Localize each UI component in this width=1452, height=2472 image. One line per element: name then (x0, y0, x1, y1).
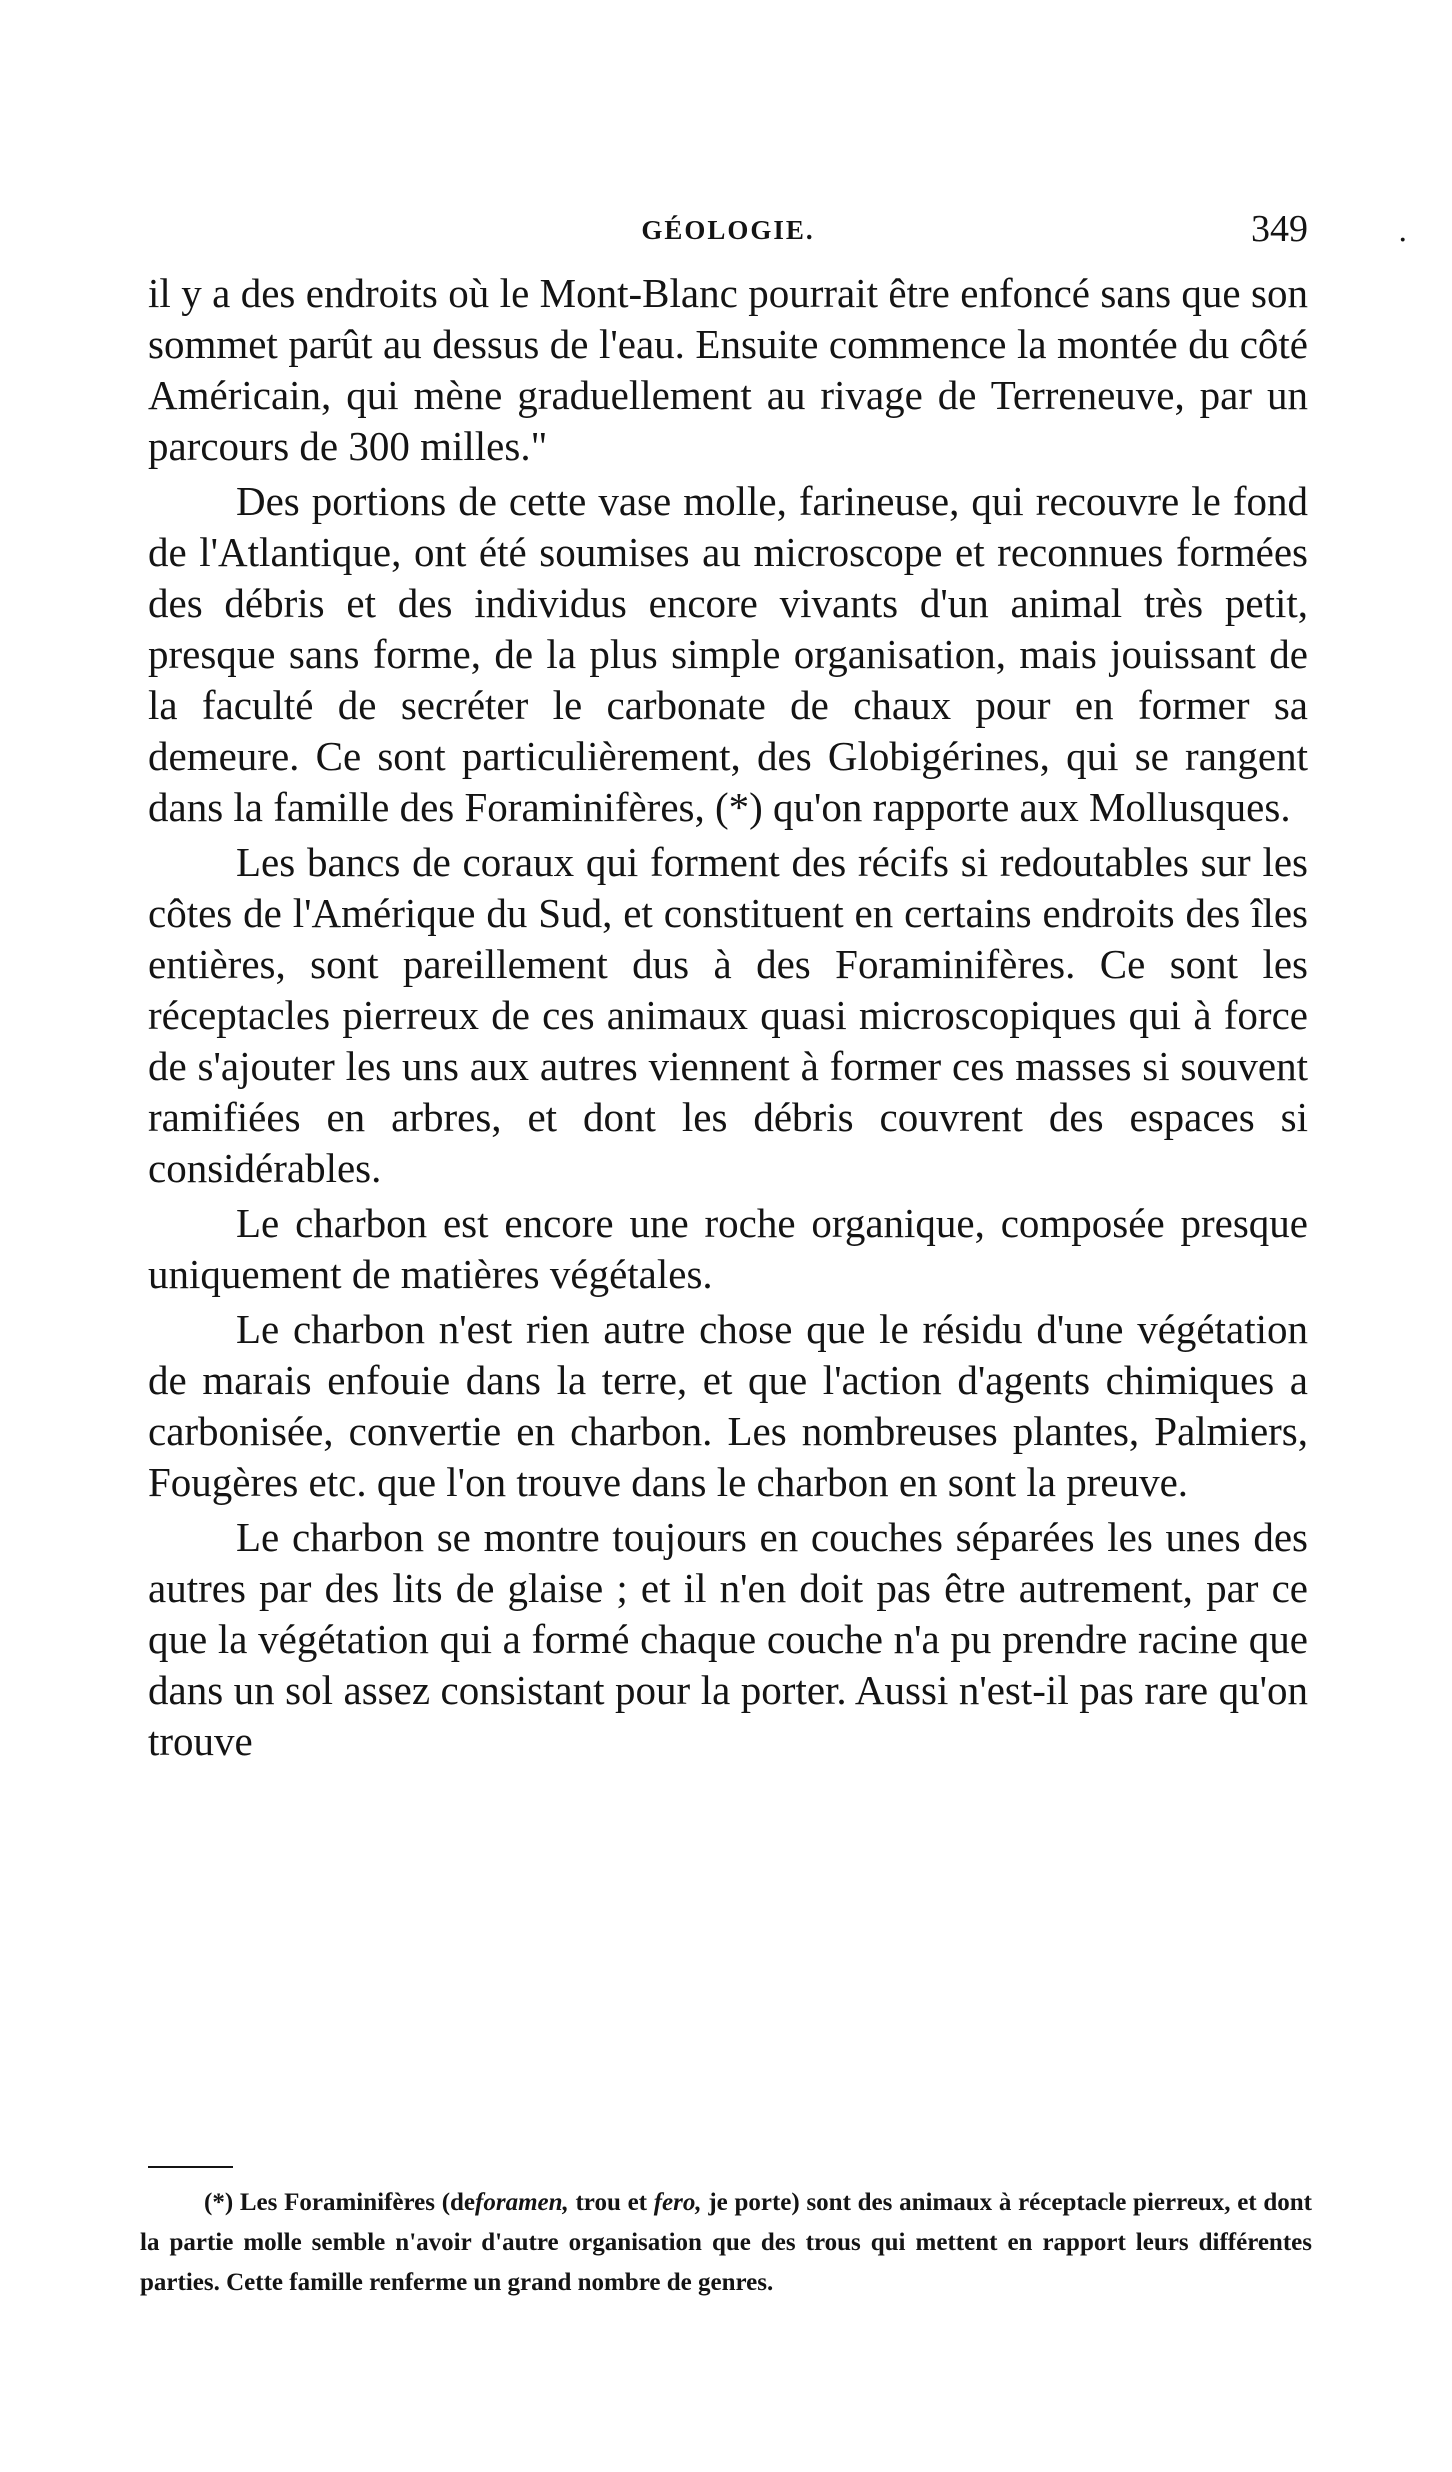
page-number: 349 (1251, 208, 1308, 250)
paragraph: Le charbon n'est rien autre chose que le résidu d'une végétation de marais enfouie dans la terre, et que l'action d'agents chimiques a carbonisée, convertie en charbon. Les nombreuses plantes, Palmiers, Fougères etc. que l'on trouve dans le charbon en sont la preuve. (148, 1306, 1308, 1505)
paragraph: Le charbon se montre toujours en couches séparées les unes des autres par des lits de glaise ; et il n'en doit pas être autrement, par ce que la végétation qui a formé chaque couche n'a pu prendre racine que dans un sol assez consistant pour la porter. Aussi n'est-il pas rare qu'on trouve (148, 1514, 1308, 1764)
footnote-text: Les Foraminifères (de (239, 2189, 476, 2216)
body-text (148, 268, 1308, 1767)
running-title: GÉOLOGIE. (641, 215, 815, 245)
footnote-rule (148, 2166, 233, 2168)
margin-mark: · (1398, 223, 1408, 258)
paragraph: Des portions de cette vase molle, farineuse, qui recouvre le fond de l'Atlantique, ont été soumises au microscope et reconnues formées des débris et des individus encore vivants d'un animal très petit, presque sans forme, de la plus simple organisation, mais jouissant de la faculté de secréter le carbonate de chaux pour en former sa demeure. Ce sont particulièrement, des Globigérines, qui se rangent dans la famille des Foraminifères, (*) qu'on rapporte aux Mollusques. (148, 478, 1308, 830)
paragraph: Le charbon est encore une roche organique, composée presque uniquement de matières végétales. (148, 1200, 1308, 1297)
footnote-term-fero: fero, (653, 2189, 702, 2216)
footnote-text: je porte) sont des animaux à réceptacle pierreux, et dont la partie molle semble n'avoir d'autre organisation que des trous qui mettent en rapport leurs différentes parties. Cette famille renferme un grand nombre de genres. (140, 2189, 1312, 2296)
page-header (148, 205, 1308, 255)
paragraph: Les bancs de coraux qui forment des récifs si redoutables sur les côtes de l'Amérique du Sud, et constituent en certains endroits des îles entières, sont pareillement dus à des Foraminifères. Ce sont les réceptacles pierreux de ces animaux quasi microscopiques qui à force de s'ajouter les uns aux autres viennent à former ces masses si souvent ramifiées en arbres, et dont les débris couvrent des espaces si considérables. (148, 839, 1308, 1191)
footnote (140, 2183, 1312, 2303)
footnote-marker: (*) (204, 2189, 234, 2216)
footnote-text: trou et (575, 2189, 647, 2216)
paragraph-continued: il y a des endroits où le Mont-Blanc pourrait être enfoncé sans que son sommet parût au dessus de l'eau. Ensuite commence la montée du côté Américain, qui mène graduellement au rivage de Terreneuve, par un parcours de 300 milles." (148, 270, 1308, 469)
footnote-term-foramen: foramen, (475, 2189, 569, 2216)
